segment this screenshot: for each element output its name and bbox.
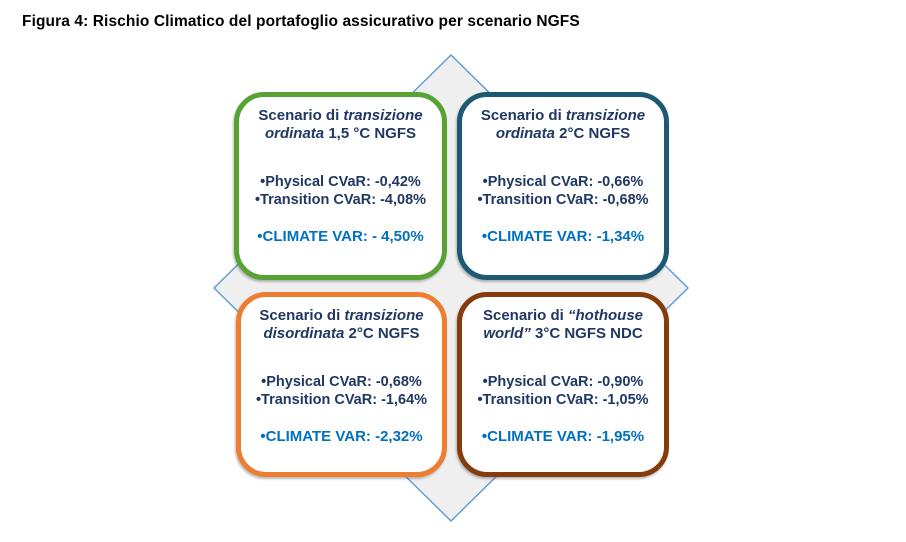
title-italic: ordinata [495, 125, 555, 142]
title-regular: Scenario di [259, 307, 345, 324]
figure-title: Figura 4: Rischio Climatico del portafoglio assicurativo per scenario NGFS [22, 13, 580, 30]
title-italic: transizione [565, 107, 646, 124]
title-regular: 2°C NGFS [555, 125, 631, 142]
title-regular: Scenario di [482, 307, 569, 324]
title-italic: transizione [344, 307, 424, 324]
scenario-box-ordered-transition-1-5c [234, 92, 447, 280]
transition-cvar-value: •Transition CVaR: -1,64% [255, 392, 428, 409]
title-italic: transizione [343, 107, 423, 124]
title-italic: disordinata [263, 325, 345, 342]
title-italic: world” [483, 325, 531, 342]
scenario-box-title [462, 107, 664, 143]
physical-cvar-value: •Physical CVaR: -0,66% [482, 174, 644, 190]
scenario-box-hothouse-world-3c [457, 292, 669, 477]
scenario-box-disordered-transition-2c [236, 292, 447, 477]
title-italic: “hothouse [568, 307, 644, 324]
scenario-box-title [239, 107, 442, 143]
transition-cvar-value: •Transition CVaR: -0,68% [477, 192, 649, 209]
title-regular: Scenario di [258, 107, 344, 124]
climate-var-value: •CLIMATE VAR: -1,95% [481, 428, 645, 446]
climate-var-value: •CLIMATE VAR: -1,34% [481, 228, 645, 246]
climate-var-value: •CLIMATE VAR: - 4,50% [257, 228, 424, 246]
title-regular: Scenario di [480, 107, 566, 124]
transition-cvar-value: •Transition CVaR: -1,05% [477, 392, 649, 409]
cvar-bullet-list [462, 173, 664, 209]
transition-cvar-value: •Transition CVaR: -4,08% [254, 192, 427, 209]
scenario-box-ordered-transition-2c [457, 92, 669, 280]
title-regular: 1,5 °C NGFS [324, 125, 417, 142]
cvar-bullet-list [241, 373, 442, 409]
cvar-bullet-list [462, 373, 664, 409]
title-regular: 3°C NGFS NDC [530, 325, 643, 342]
scenario-box-title [241, 307, 442, 343]
physical-cvar-value: •Physical CVaR: -0,90% [482, 374, 644, 390]
physical-cvar-value: •Physical CVaR: -0,42% [260, 174, 421, 190]
cvar-bullet-list [239, 173, 442, 209]
title-italic: ordinata [264, 125, 325, 142]
scenario-box-title [462, 307, 664, 343]
physical-cvar-value: •Physical CVaR: -0,68% [261, 374, 422, 390]
climate-var-value: •CLIMATE VAR: -2,32% [260, 428, 423, 446]
title-regular: 2°C NGFS [344, 325, 420, 342]
